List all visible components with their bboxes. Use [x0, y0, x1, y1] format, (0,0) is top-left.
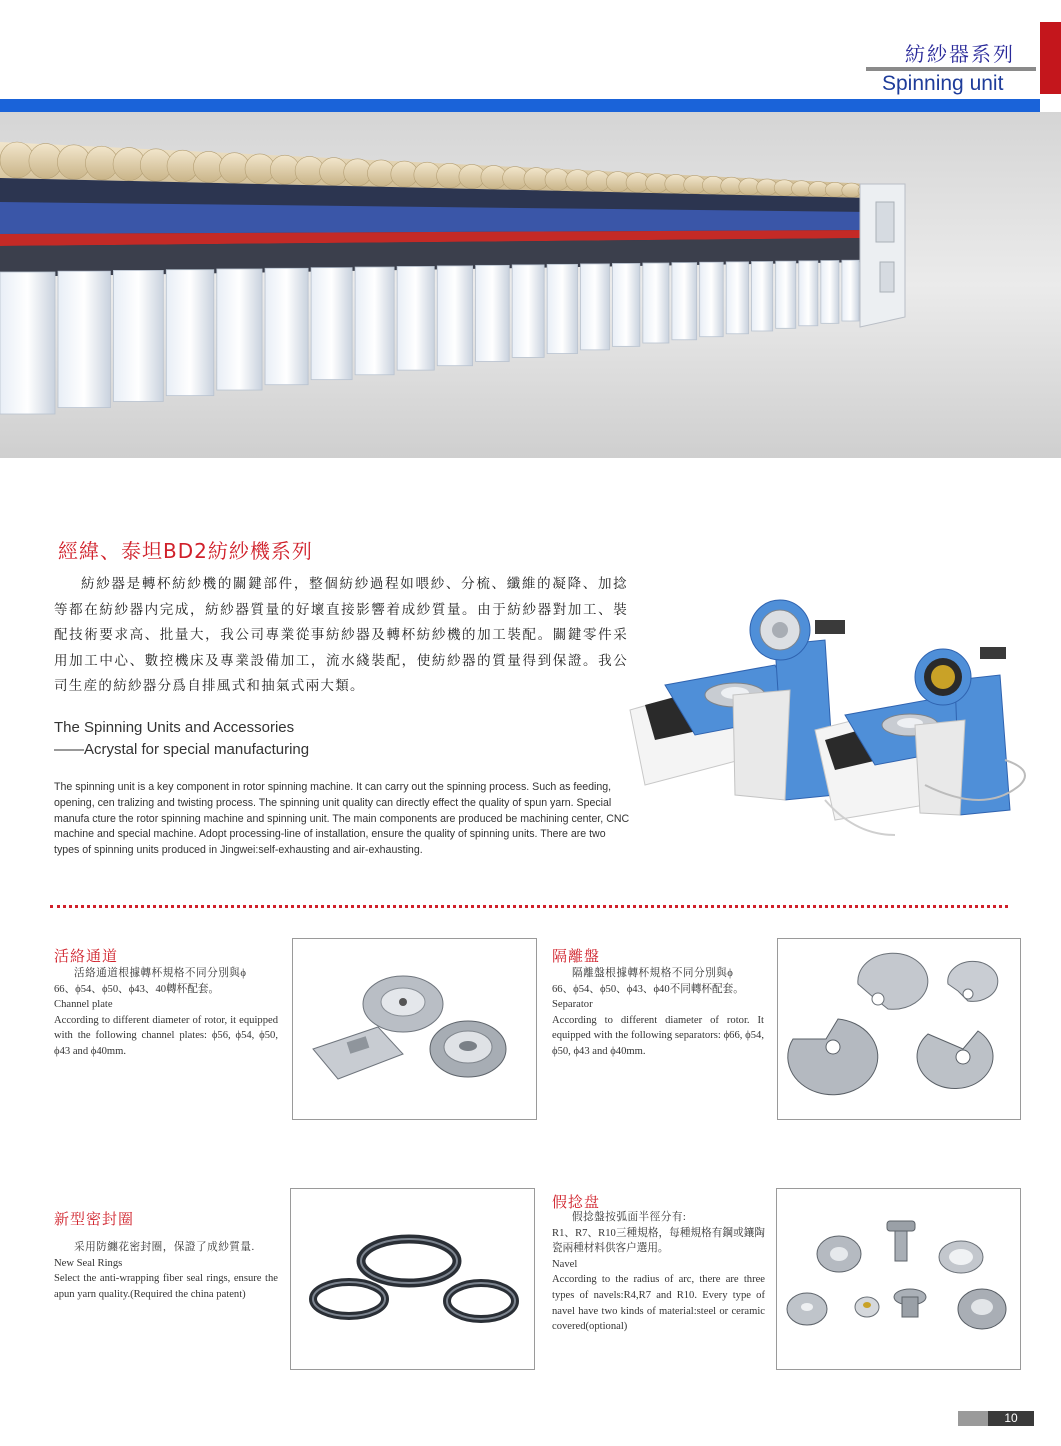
sliver-can [512, 265, 544, 358]
sliver-can [799, 261, 818, 326]
sliver-can [726, 262, 748, 334]
sliver-can [113, 270, 163, 401]
channel-plate-photo [292, 938, 537, 1120]
navel-title: 假捻盘 [552, 1193, 601, 1211]
intro-en-subheading: ——Acrystal for special manufacturing [54, 741, 310, 758]
sliver-can [821, 261, 839, 324]
seal-rings-en-name: New Seal Rings [54, 1257, 123, 1269]
separator-cn-1: 隔離盤根據轉杯規格不同分別與ϕ [572, 968, 734, 979]
separator-en-name: Separator [552, 999, 593, 1011]
intro-cn-paragraph: 紡紗器是轉杯紡紗機的關鍵部件，整個紡紗過程如喂紗、分梳、纖維的凝降、加捻等都在紡紗器内完成，紡紗器質量的好壞直接影響着成紗質量。由于紡紗器對加工、裝配技術要求高、批量大，我公司專業從事紡紗器及轉杯紡紗機的加工裝配。關鍵零件采用加工中心、數控機床及專業設備加工，流水綫裝配，使紡紗器的質量得到保證。我公司生産的紡紗器分爲自排風式和抽氣式兩大類。 [54, 576, 628, 694]
navel-en-name: Navel [552, 1258, 578, 1270]
navel-photo [776, 1188, 1021, 1370]
separator-cn-2: 66、ϕ54、ϕ50、ϕ43、ϕ40不同轉杯配套。 [552, 983, 744, 995]
seal-rings-cn-1: 采用防纏花密封圈，保證了成紗質量. [74, 1242, 255, 1253]
sliver-can [672, 263, 697, 340]
seal-rings-text [54, 1240, 278, 1302]
page-number-bar [958, 1411, 988, 1426]
sliver-can [476, 265, 510, 361]
separator-en-text: According to different diameter of rotor. It equipped with the following separators: ϕ66, ϕ54, ϕ50, ϕ43 and ϕ40mm. [552, 1014, 764, 1057]
sliver-can [643, 263, 669, 343]
separator-text [552, 966, 764, 1060]
sliver-can [355, 267, 394, 375]
sliver-can [58, 271, 110, 407]
sliver-can [311, 268, 352, 380]
channel-plate-cn-2: 66、ϕ54、ϕ50、ϕ43、40轉杯配套。 [54, 983, 220, 995]
header-red-tab [1040, 22, 1061, 94]
sliver-can [265, 268, 308, 384]
navel-cn-1: 假捻盤按弧面半徑分有: [572, 1212, 687, 1223]
sliver-can [0, 272, 55, 414]
intro-en-heading: The Spinning Units and Accessories [54, 719, 295, 736]
separator-photo [777, 938, 1021, 1120]
sliver-can [612, 263, 639, 346]
spinning-machine-illustration [0, 112, 1061, 458]
section-title: 經緯、泰坦BD2紡紗機系列 [58, 539, 313, 563]
header-blue-bar [0, 99, 1040, 112]
sliver-can [397, 266, 434, 370]
channel-plate-en-name: Channel plate [54, 999, 113, 1011]
section-divider [50, 905, 1008, 908]
header-title-cn: 紡紗器系列 [905, 42, 1015, 66]
spinning-unit-right [815, 647, 1025, 835]
sliver-can-row [0, 260, 859, 414]
intro-en-paragraph: The spinning unit is a key component in rotor spinning machine. It can carry out the spinning process. Such as feeding, opening, cen tralizing and twisting process. The spinning unit quality can directly effect the quality of spun yarn. Special manufa cture the rotor spinning machine and spinning unit. The main components are produced be machining center, CNC machine and special machine. Adopt processing-line of installation, ensure the quality of spinning units. There are two types of spinning units produced in Jingwei:self-exhausting and air-exhausting. [54, 781, 630, 857]
hero-machine-photo [0, 112, 1061, 458]
navel-en-text: According to the radius of arc, there are three types of navels:R4,R7 and R10. Every type of navel have two kinds of material:steel or ceramic covered(optional) [552, 1274, 765, 1333]
sliver-can [166, 270, 214, 396]
channel-plate-en-text: According to different diameter of rotor, it equipped with the following channel plates: ϕ56, ϕ54, ϕ50, ϕ43 and ϕ40mm. [54, 1014, 278, 1057]
separator-title: 隔離盤 [552, 947, 601, 965]
sliver-can [752, 262, 773, 331]
sliver-can [437, 266, 472, 366]
seal-rings-title: 新型密封圈 [54, 1210, 135, 1228]
seal-rings-en-text: Select the anti-wrapping fiber seal rings, ensure the apun yarn quality.(Required the china patent) [54, 1273, 278, 1300]
spinning-unit-photo [625, 585, 1045, 845]
sliver-can [700, 262, 724, 336]
seal-rings-photo [290, 1188, 535, 1370]
sliver-can [776, 261, 796, 328]
spinning-unit-left [630, 600, 845, 800]
channel-plate-title: 活絡通道 [54, 947, 119, 965]
sliver-can [842, 260, 859, 321]
header-title-en: Spinning unit [882, 72, 1004, 95]
channel-plate-text [54, 966, 278, 1060]
page-number: 10 [988, 1411, 1034, 1426]
navel-cn-2: R1、R7、R10三種規格，每種規格有鋼或鑲陶瓷兩種材料供客户選用。 [552, 1227, 765, 1255]
header-rule [866, 67, 1036, 71]
sliver-can [581, 264, 610, 350]
navel-text [552, 1210, 765, 1335]
channel-plate-cn-1: 活絡通道根據轉杯規格不同分別與ϕ [74, 968, 247, 979]
sliver-can [217, 269, 262, 390]
sliver-can [547, 264, 577, 353]
